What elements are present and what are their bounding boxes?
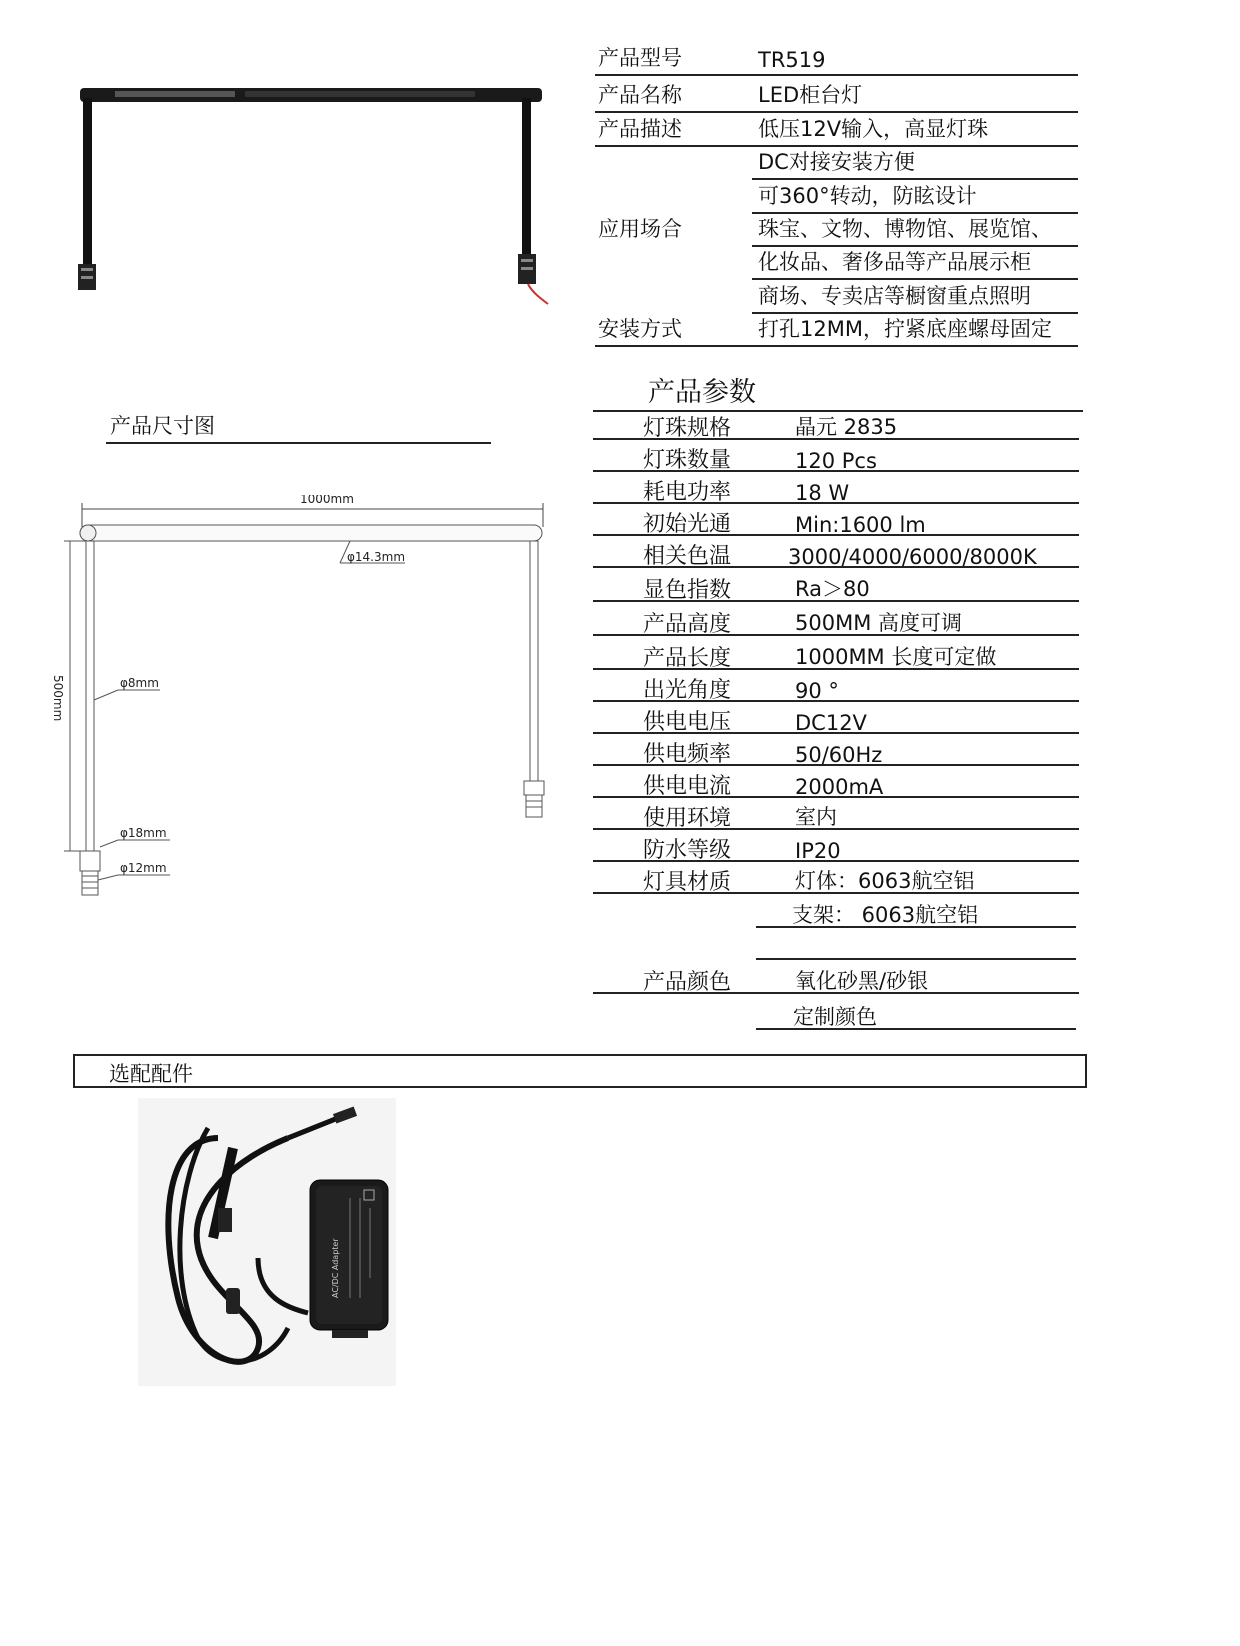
param-value: IP20: [795, 839, 841, 863]
param-row: [593, 766, 1079, 798]
param-value: 3000/4000/6000/8000K: [788, 545, 1037, 569]
spec-value: TR519: [758, 48, 826, 72]
param-value: Ra＞80: [795, 577, 870, 601]
param-row: [756, 932, 1076, 960]
param-row: [593, 536, 1079, 568]
spec-row: [752, 278, 1078, 314]
param-row: [593, 830, 1079, 862]
spec-value: 可360°转动，防眩设计: [758, 184, 977, 208]
spec-row: [752, 144, 1078, 180]
param-key: 供电电压: [643, 710, 732, 735]
spec-row: [752, 211, 1078, 247]
param-row: [593, 440, 1079, 472]
spec-row: [752, 178, 1078, 214]
param-key: 相关色温: [643, 544, 732, 569]
param-value: 支架： 6063航空铝: [792, 903, 979, 927]
spec-row: [595, 311, 1078, 347]
param-value: 晶元 2835: [795, 415, 898, 439]
accessories-title: 选配配件: [109, 1062, 193, 1086]
spec-row: [595, 40, 1078, 76]
spec-key: 应用场合: [598, 217, 682, 241]
param-value: 500MM 高度可调: [795, 611, 962, 635]
spec-row: [752, 244, 1078, 280]
param-row: [593, 862, 1079, 894]
param-key: 使用环境: [643, 806, 732, 831]
param-value: DC12V: [795, 711, 867, 735]
param-key: 灯珠规格: [643, 416, 732, 441]
dim-pole-label: φ8mm: [120, 676, 159, 690]
param-key: 初始光通: [643, 512, 732, 537]
param-row: [593, 702, 1079, 734]
spec-key: 产品描述: [598, 117, 682, 141]
param-row: [593, 504, 1079, 536]
spec-value: LED柜台灯: [758, 83, 863, 107]
param-key: 出光角度: [643, 678, 732, 703]
spec-row: [595, 77, 1078, 113]
param-value: Min:1600 lm: [795, 513, 926, 537]
param-row: [593, 604, 1079, 636]
spec-row: [595, 111, 1078, 147]
params-table: [593, 410, 1083, 1042]
param-row: [593, 638, 1079, 670]
param-value: 1000MM 长度可定做: [795, 645, 997, 669]
param-key: 产品长度: [643, 646, 732, 671]
spec-table: [595, 40, 1085, 350]
spec-value: 商场、专卖店等橱窗重点照明: [758, 284, 1031, 308]
param-value: 灯体：6063航空铝: [795, 869, 975, 893]
param-value: 定制颜色: [793, 1005, 877, 1029]
power-adapter-image: [138, 1098, 396, 1386]
spec-value: 打孔12MM，拧紧底座螺母固定: [758, 317, 1052, 341]
param-key: 耗电功率: [643, 480, 732, 505]
param-row: [756, 896, 1076, 928]
spec-value: 珠宝、文物、博物馆、展览馆、: [758, 217, 1052, 241]
param-row: [593, 570, 1079, 602]
param-row: [593, 734, 1079, 766]
dimension-title: [106, 410, 491, 444]
params-title: 产品参数: [648, 377, 756, 408]
param-value: 氧化砂黑/砂银: [795, 969, 929, 993]
param-key: 产品高度: [643, 612, 732, 637]
dim-height-label: 500mm: [51, 675, 65, 722]
param-value: 室内: [795, 805, 837, 829]
dim-length-label: 1000mm: [300, 495, 354, 506]
param-key: 产品颜色: [643, 970, 732, 995]
param-key: 灯具材质: [643, 870, 732, 895]
param-row: [756, 998, 1076, 1030]
dimension-title-text: 产品尺寸图: [110, 414, 215, 438]
accessories-header: [73, 1054, 1087, 1088]
param-key: 显色指数: [643, 578, 732, 603]
dim-thread-label: φ12mm: [120, 861, 167, 875]
spec-value: 低压12V输入，高显灯珠: [758, 117, 989, 141]
spec-key: 产品型号: [598, 46, 682, 70]
param-row: [593, 670, 1079, 702]
product-photo: [70, 78, 570, 318]
param-key: 供电频率: [643, 742, 732, 767]
param-row: [593, 962, 1079, 994]
spec-key: 安装方式: [598, 317, 682, 341]
spec-value: DC对接安装方便: [758, 150, 915, 174]
dimension-drawing: [50, 495, 570, 925]
adapter-label: AC/DC Adapter: [331, 1238, 340, 1298]
power-adapter-photo: [138, 1098, 396, 1386]
dim-base-label: φ18mm: [120, 826, 167, 840]
param-value: 2000mA: [795, 775, 884, 799]
param-value: 50/60Hz: [795, 743, 883, 767]
param-row: [593, 472, 1079, 504]
param-key: 灯珠数量: [643, 448, 732, 473]
param-value: 18 W: [795, 481, 850, 505]
param-key: 防水等级: [643, 838, 732, 863]
param-row: [593, 412, 1079, 440]
param-value: 120 Pcs: [795, 449, 877, 473]
spec-value: 化妆品、奢侈品等产品展示柜: [758, 250, 1031, 274]
dim-bar-diameter-label: φ14.3mm: [347, 550, 406, 564]
param-key: 供电电流: [643, 774, 732, 799]
spec-key: 产品名称: [598, 83, 682, 107]
param-row: [593, 798, 1079, 830]
param-value: 90 °: [795, 679, 839, 703]
